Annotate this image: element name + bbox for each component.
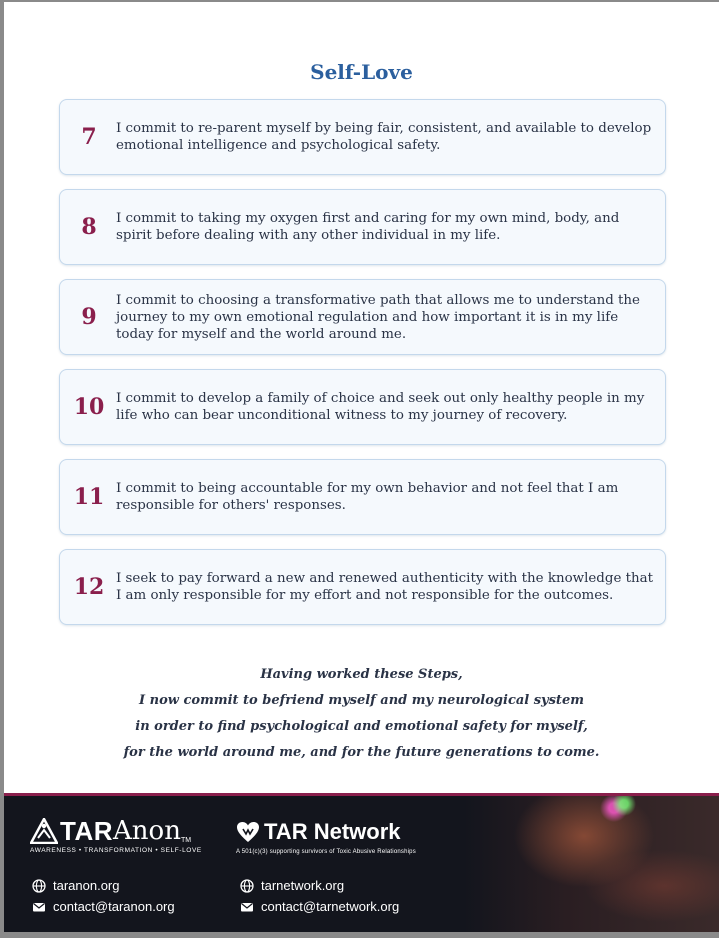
commitment-card xyxy=(59,459,666,535)
commitment-number: 10 xyxy=(73,394,105,420)
globe-icon xyxy=(240,879,254,893)
closing-line: I now commit to befriend myself and my neurological system xyxy=(139,693,584,708)
commitment-card xyxy=(59,99,666,175)
tar-network-name: TAR Network xyxy=(264,819,401,844)
commitment-number: 7 xyxy=(81,124,97,150)
closing-statement xyxy=(4,662,719,766)
heart-icon xyxy=(236,821,260,843)
envelope-icon xyxy=(32,900,46,914)
footer xyxy=(4,793,719,932)
document-page xyxy=(4,2,719,932)
commitment-number: 9 xyxy=(81,304,97,330)
tar-anon-tagline: AWARENESS • TRANSFORMATION • SELF-LOVE xyxy=(30,847,202,854)
tar-anon-name-bold: TAR xyxy=(60,816,114,846)
tar-anon-logo xyxy=(30,818,202,854)
tar-network-tagline: A 501(c)(3) supporting survivors of Toxic Abusive Relationships xyxy=(236,849,416,855)
envelope-icon xyxy=(240,900,254,914)
tar-anon-website-link[interactable]: taranon.org xyxy=(53,878,120,893)
commitment-card xyxy=(59,189,666,265)
tar-network-email-link[interactable]: contact@tarnetwork.org xyxy=(261,899,400,914)
commitment-text: I commit to develop a family of choice and seek out only healthy people in my life who can bear unconditional witness to my journey of recovery. xyxy=(116,391,645,423)
tar-network-logo xyxy=(236,820,416,855)
tar-anon-mark-icon xyxy=(30,818,58,844)
tar-anon-name-light: Anon xyxy=(113,816,181,846)
commitment-list xyxy=(59,99,666,639)
commitment-text: I commit to re-parent myself by being fair, consistent, and available to develop emotional intelligence and psychological safety. xyxy=(116,121,652,153)
commitment-text: I commit to choosing a transformative path that allows me to understand the journey to my own emotional regulation and how important it is in my life today for myself and the world around me. xyxy=(116,292,640,342)
commitment-card xyxy=(59,549,666,625)
commitment-card xyxy=(59,279,666,355)
commitment-number: 11 xyxy=(73,484,105,510)
globe-icon xyxy=(32,879,46,893)
tar-network-contacts xyxy=(240,875,399,917)
closing-line: for the world around me, and for the future generations to come. xyxy=(123,745,600,760)
commitment-card xyxy=(59,369,666,445)
page-title: Self-Love xyxy=(310,60,413,84)
commitment-text: I seek to pay forward a new and renewed authenticity with the knowledge that I am only responsible for my effort and not responsible for the outcomes. xyxy=(116,571,654,603)
closing-line: in order to find psychological and emotional safety for myself, xyxy=(135,719,588,734)
concert-crowd-photo xyxy=(464,796,719,932)
commitment-number: 12 xyxy=(73,574,105,600)
tar-anon-contacts xyxy=(32,875,175,917)
trademark-mark: TM xyxy=(180,837,192,844)
tar-network-website-link[interactable]: tarnetwork.org xyxy=(261,878,345,893)
commitment-number: 8 xyxy=(81,214,97,240)
tar-anon-email-link[interactable]: contact@taranon.org xyxy=(53,899,175,914)
commitment-text: I commit to being accountable for my own behavior and not feel that I am responsible for others' responses. xyxy=(116,481,619,513)
closing-line: Having worked these Steps, xyxy=(260,667,463,682)
commitment-text: I commit to taking my oxygen first and caring for my own mind, body, and spirit before dealing with any other individual in my life. xyxy=(116,211,620,243)
